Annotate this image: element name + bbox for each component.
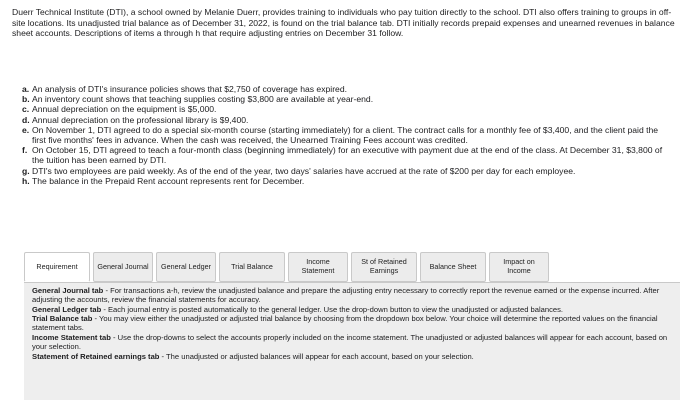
list-item [22, 84, 672, 94]
list-item [22, 166, 672, 176]
item-text: On October 15, DTI agreed to teach a four-month class (beginning immediately) for an executive with payment due at the end of the class. At December 31, $3,800 of the tuition has been earned by DTI. [32, 145, 663, 166]
instruction-title: General Journal tab [32, 286, 104, 295]
instruction-title: Statement of Retained earnings tab [32, 351, 160, 361]
list-item [22, 125, 672, 145]
instruction-general-ledger [32, 306, 672, 315]
problem-intro: Duerr Technical Institute (DTI), a school owned by Melanie Duerr, provides training to individuals who pay tuition directly to the school. DTI also offers training to groups in off-site locations. Its unadjusted trial balance as of December 31, 2022, is found on the trial balance tab. DTI initially records prepaid expenses and unearned revenues in balance sheet accounts. Descriptions of items a through h that require adjusting entries on December 31 follow. [12, 7, 675, 39]
item-label: b. [22, 94, 30, 105]
tab-general-ledger[interactable]: General Ledger [156, 252, 216, 282]
item-label: e. [22, 124, 30, 135]
list-item [22, 104, 672, 114]
adjustment-items-list [22, 84, 672, 186]
instruction-text: - The unadjusted or adjusted balances will appear for each account, based on your selection. [159, 351, 474, 361]
instruction-income-statement [32, 334, 672, 352]
item-label: g. [22, 165, 30, 176]
instruction-text: - For transactions a-h, review the unadjusted balance and prepare the adjusting entry necessary to correctly report the revenue earned or the expense incurred. After adjusting the accounts, review the financial statements for accuracy. [32, 286, 660, 304]
list-item [22, 145, 672, 165]
instruction-title: General Ledger tab [32, 304, 102, 314]
tab-requirement[interactable]: Requirement [24, 252, 90, 282]
item-text: An analysis of DTI's insurance policies shows that $2,750 of coverage has expired. [32, 84, 348, 94]
list-item [22, 176, 672, 186]
tab-income-statement[interactable]: Income Statement [288, 252, 348, 282]
requirement-panel [24, 282, 680, 400]
item-text: Annual depreciation on the equipment is $5,000. [32, 104, 217, 115]
item-label: h. [22, 175, 30, 186]
workbook-tab-bar [24, 252, 549, 282]
item-label: c. [22, 104, 30, 115]
item-text: On November 1, DTI agreed to do a special six-month course (starting immediately) for a client. The contract calls for a monthly fee of $3,400, and the client paid the first five months' fees in advance. When the cash was received, the Unearned Training Fees account was credited. [32, 124, 659, 146]
instruction-text: - Use the drop-downs to select the accounts properly included on the income statement. The unadjusted or adjusted balances will appear for each account, based on your selection. [32, 332, 668, 351]
tab-balance-sheet[interactable]: Balance Sheet [420, 252, 486, 282]
list-item [22, 115, 672, 125]
instruction-text: - You may view either the unadjusted or adjusted trial balance by choosing from the dropdown box below. Your choice will determine the reported values on the financial statement tabs. [32, 314, 658, 333]
item-label: a. [22, 84, 30, 94]
item-text: The balance in the Prepaid Rent account represents rent for December. [32, 175, 305, 186]
instruction-retained-earnings [32, 353, 672, 362]
list-item [22, 94, 672, 104]
item-label: d. [22, 114, 30, 125]
tab-general-journal[interactable]: General Journal [93, 252, 153, 282]
instruction-title: Income Statement tab [32, 332, 111, 342]
instruction-text: - Each journal entry is posted automatically to the general ledger. Use the drop-down button to view the unadjusted or adjusted balances. [101, 304, 564, 314]
tab-retained-earnings[interactable]: St of Retained Earnings [351, 252, 417, 282]
tab-trial-balance[interactable]: Trial Balance [219, 252, 285, 282]
instruction-trial-balance [32, 315, 672, 333]
item-text: DTI's two employees are paid weekly. As of the end of the year, two days' salaries have accrued at the rate of $200 per day for each employee. [32, 165, 576, 176]
instruction-general-journal [32, 287, 672, 305]
item-label: f. [22, 145, 28, 156]
instruction-title: Trial Balance tab [32, 314, 93, 324]
item-text: An inventory count shows that teaching supplies costing $3,800 are available at year-end. [32, 94, 374, 105]
item-text: Annual depreciation on the professional library is $9,400. [32, 114, 249, 125]
tab-impact-on-income[interactable]: Impact on Income [489, 252, 549, 282]
